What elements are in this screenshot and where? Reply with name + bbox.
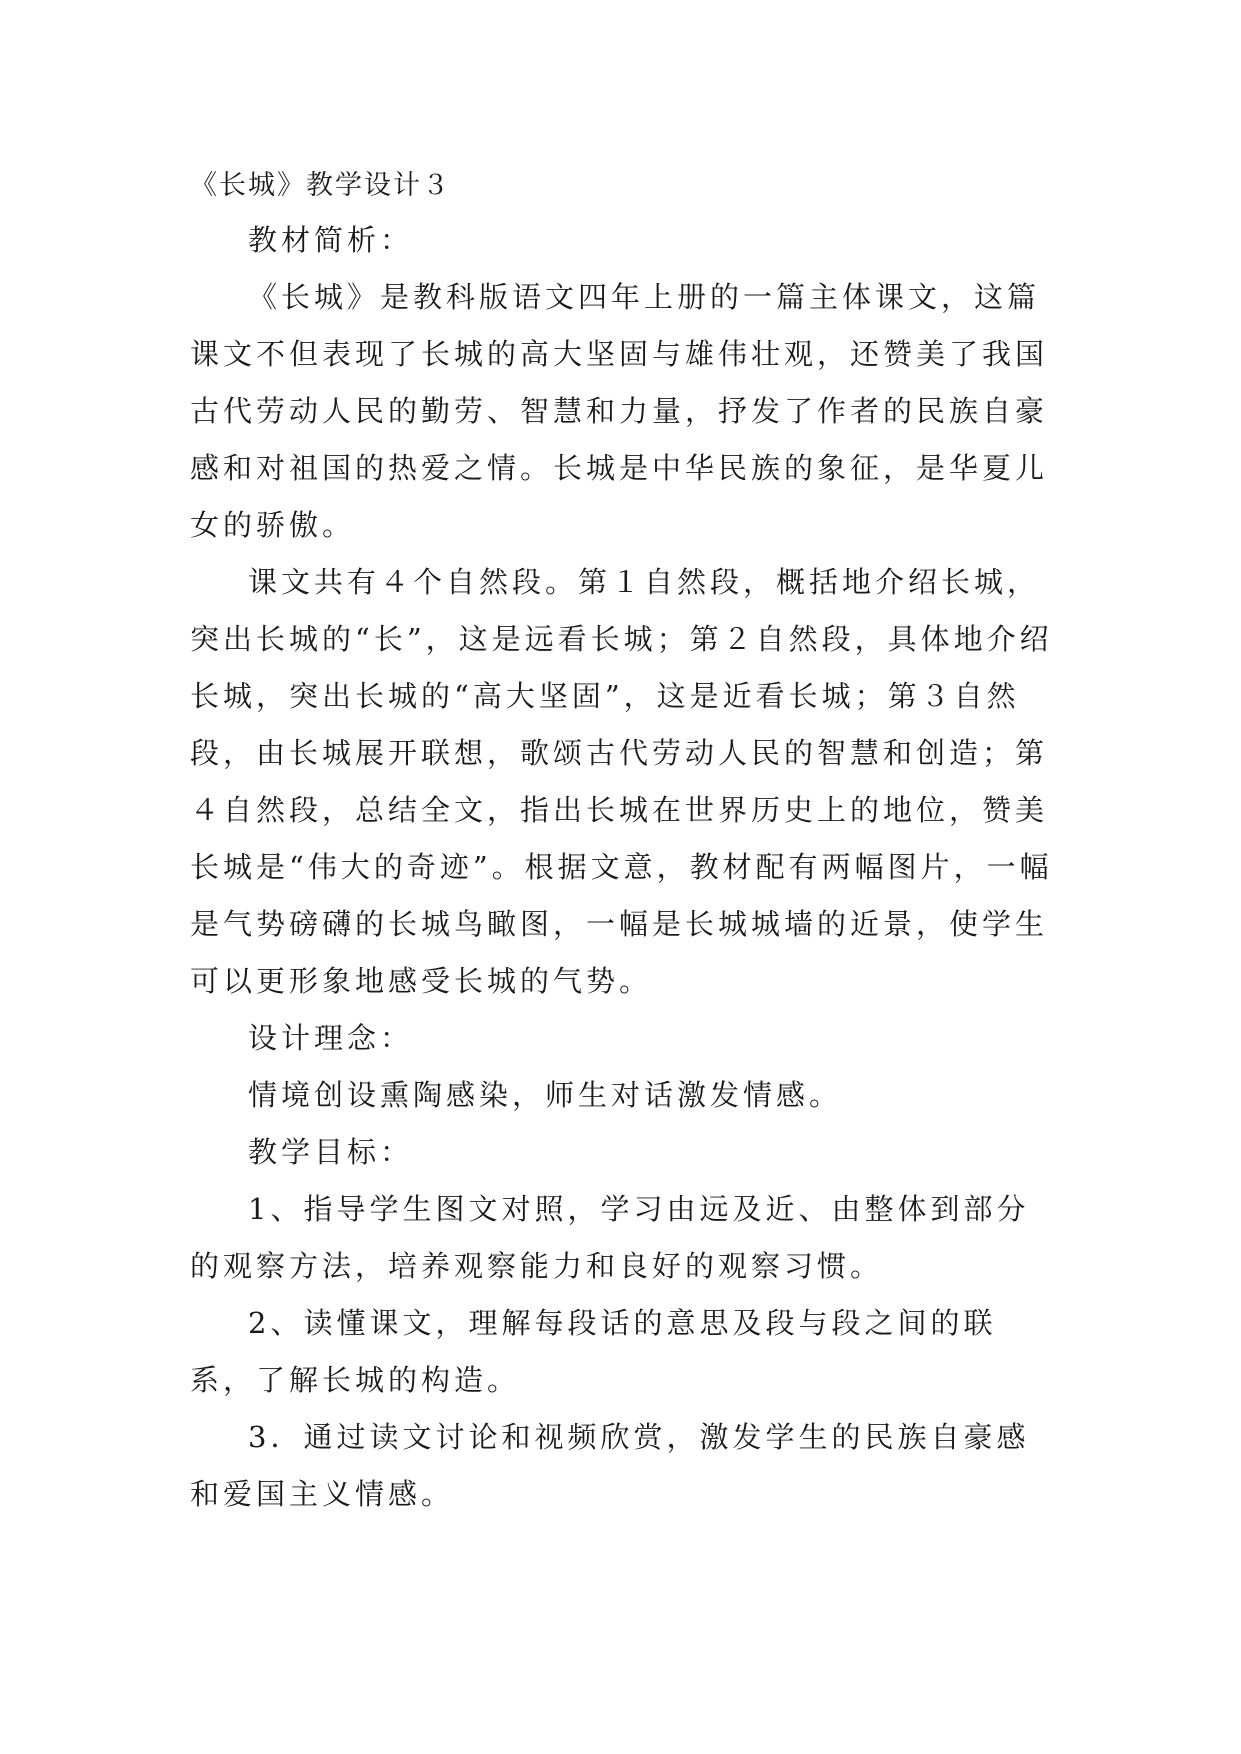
section-heading-analysis: 教材简析： xyxy=(248,223,414,257)
analysis-paragraph-1: 《长城》是教科版语文四年上册的一篇主体课文，这篇课文不但表现了长城的高大坚固与雄伟壮观，还赞美了我国古代劳动人民的勤劳、智慧和力量，抒发了作者的民族自豪感和对祖国的热爱之情。长城是中华民族的象征，是华夏儿女的骄傲。 xyxy=(190,280,1049,542)
analysis-paragraph-2: 课文共有４个自然段。第１自然段，概括地介绍长城，突出长城的“长”，这是远看长城；第２自然段，具体地介绍长城，突出长城的“高大坚固”，这是近看长城；第３自然段，由长城展开联想，歌颂古代劳动人民的智慧和创造；第４自然段，总结全文，指出长城在世界历史上的地位，赞美长城是“伟大的奇迹”。根据文意，教材配有两幅图片，一幅是气势磅礴的长城鸟瞰图，一幅是长城城墙的近景，使学生可以更形象地感受长城的气势。 xyxy=(190,565,1053,998)
document-body xyxy=(190,160,1060,1523)
section-heading-goals: 教学目标： xyxy=(248,1135,414,1169)
goal-item-1: 1、指导学生图文对照，学习由远及近、由整体到部分的观察方法，培养观察能力和良好的观察习惯。 xyxy=(190,1192,1030,1283)
concept-paragraph: 情境创设熏陶感染，师生对话激发情感。 xyxy=(248,1078,843,1112)
goal-item-3: 3．通过读文讨论和视频欣赏，激发学生的民族自豪感和爱国主义情感。 xyxy=(190,1420,1030,1511)
section-heading-concept: 设计理念： xyxy=(248,1021,414,1055)
goal-item-2: 2、读懂课文，理解每段话的意思及段与段之间的联系，了解长城的构造。 xyxy=(190,1306,997,1397)
document-title: 《长城》教学设计３ xyxy=(190,170,451,201)
